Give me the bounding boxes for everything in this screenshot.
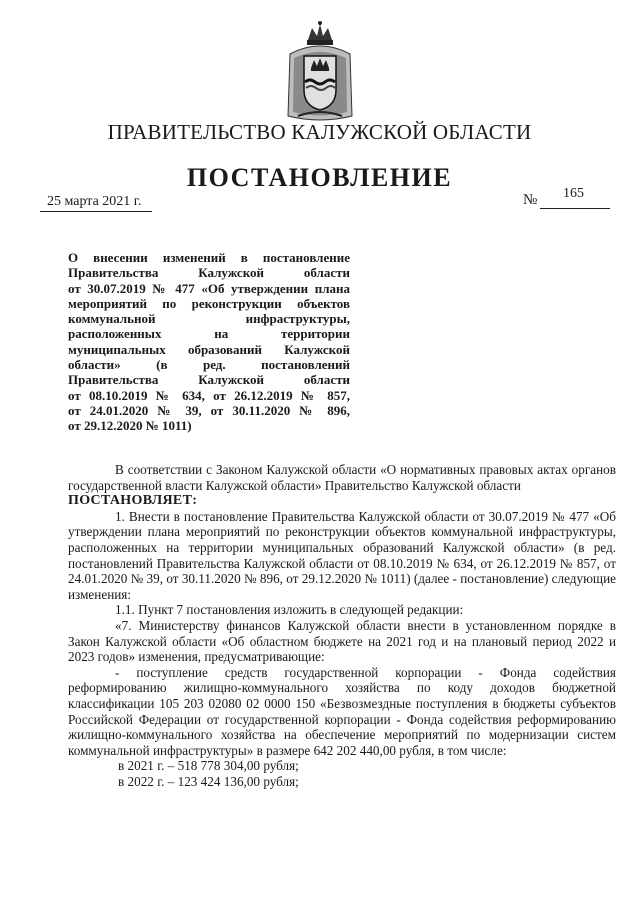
document-body	[68, 462, 616, 789]
document-type: ПОСТАНОВЛЕНИЕ	[186, 163, 453, 192]
resolves-heading: ПОСТАНОВЛЯЕТ:	[68, 493, 198, 509]
subject-line: мероприятий по реконструкции объектов	[68, 295, 350, 311]
preamble: В соответствии с Законом Калужской области «О нормативных правовых актах органов государственной власти Калужской области» Правительство Калужской области	[68, 462, 616, 493]
year-2021-amount: в 2021 г. – 518 778 304,00 рубля;	[118, 758, 299, 774]
subject-line: от 08.10.2019 № 634, от 26.12.2019 № 857,	[68, 387, 350, 403]
subject-line: О внесении изменений в постановление	[68, 250, 350, 265]
coat-of-arms-icon	[284, 20, 356, 125]
date-underline	[40, 211, 152, 212]
year-2022-amount: в 2022 г. – 123 424 136,00 рубля;	[118, 773, 299, 789]
bullet-paragraph: - поступление средств государственной корпорации - Фонда содействия реформированию жилищно-коммунального хозяйства по коду доходов бюджетной классификации 105 203 02080 02 0000 150 «Безвозмездные поступления в бюджеты субъектов Российской Федерации от государственной корпорации - Фонда содействия реформированию жилищно-коммунального хозяйства на обеспечение мероприятий по модернизации систем коммунальной инфраструктуры» в размере 642 202 440,00 рубля, в том числе:	[68, 664, 616, 758]
document-subject	[68, 250, 350, 434]
subject-line: от 30.07.2019 № 477 «Об утверждении плана	[68, 280, 350, 296]
document-date: 25 марта 2021 г.	[47, 194, 142, 209]
subject-line: муниципальных образований Калужской	[68, 341, 350, 357]
subject-line: области» (в ред. постановлений	[68, 357, 350, 373]
subject-line: от 24.01.2020 № 39, от 30.11.2020 № 896,	[68, 402, 350, 418]
subject-line: расположенных на территории	[68, 326, 350, 342]
number-underline	[540, 208, 610, 209]
government-name: ПРАВИТЕЛЬСТВО КАЛУЖСКОЙ ОБЛАСТИ	[107, 120, 532, 144]
item-7: «7. Министерству финансов Калужской области внести в установленном порядке в Закон Калужской области «Об областном бюджете на 2021 год и на плановый период 2022 и 2023 годов» изменения, предусматривающие:	[68, 617, 616, 665]
subject-line: Правительства Калужской области	[68, 372, 350, 388]
subject-line: от 29.12.2020 № 1011)	[68, 418, 192, 434]
subject-line: коммунальной инфраструктуры,	[68, 311, 350, 327]
document-number: 165	[563, 186, 584, 201]
item-1-1: 1.1. Пункт 7 постановления изложить в следующей редакции:	[115, 602, 464, 618]
item-1: 1. Внести в постановление Правительства Калужской области от 30.07.2019 № 477 «Об утверждении плана мероприятий по реконструкции объектов коммунальной инфраструктуры, расположенных на территории муниципальных образований Калужской области» (в ред. постановлений Правительства Калужской области от 08.10.2019 № 634, от 26.12.2019 № 857, от 24.01.2020 № 39, от 30.11.2020 № 896, от 29.12.2020 № 1011) (далее - постановление) следующие изменения:	[68, 508, 616, 602]
number-label: №	[523, 192, 538, 208]
subject-line: Правительства Калужской области	[68, 265, 350, 281]
